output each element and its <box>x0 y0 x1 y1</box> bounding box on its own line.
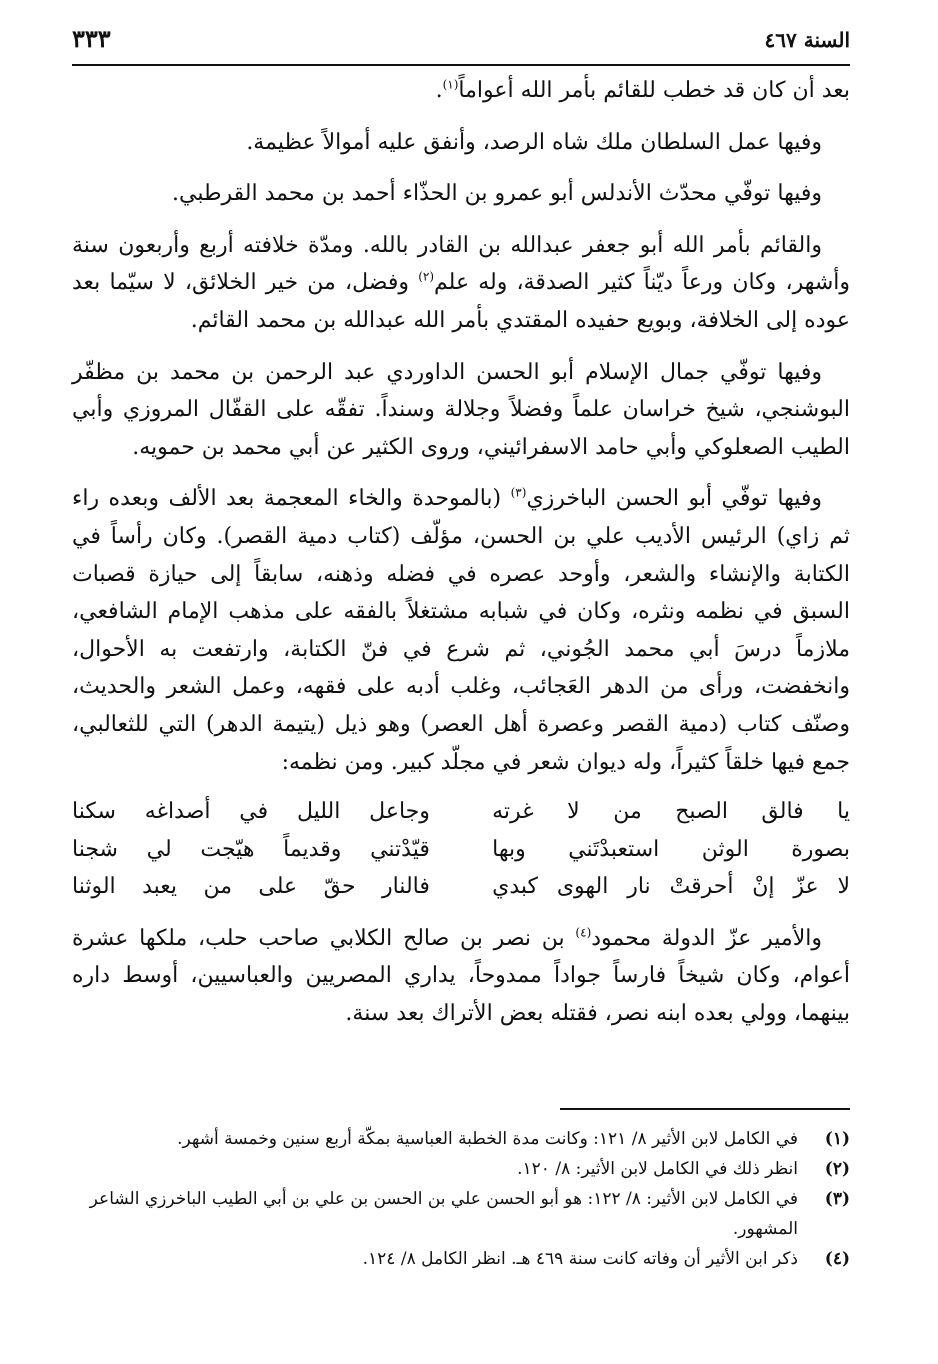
paragraph <box>72 920 850 1033</box>
paragraph-text: وفضل، من خير الخلائق، لا سيّما بعد عوده إلى الخلافة، وبويع حفيده المقتدي بأمر الله عبدالله بن محمد القائم. <box>72 270 850 333</box>
paragraph <box>72 480 850 781</box>
footnote-number: (٤) <box>824 1249 850 1269</box>
footnote-text: ذكر ابن الأثير أن وفاته كانت سنة ٤٦٩ هـ. انظر الكامل ٨/ ١٢٤. <box>362 1249 798 1269</box>
footnote-text: انظر ذلك في الكامل لابن الأثير: ٨/ ١٢٠. <box>517 1159 798 1179</box>
footnote <box>72 1124 850 1154</box>
footnote-separator <box>560 1108 850 1110</box>
paragraph: وفيها توفّي محدّث الأندلس أبو عمرو بن الحذّاء أحمد بن محمد القرطبي. <box>172 181 822 207</box>
footnote-text: في الكامل لابن الأثير ٨/ ١٢١: وكانت مدة الخطبة العباسية بمكّة أربع سنين وخمسة أشهر. <box>177 1129 798 1149</box>
paragraph-text: بن نصر بن صالح الكلابي صاحب حلب، ملكها عشرة أعوام، وكان شيخاً فارساً جواداً ممدوحاً، يداري المصريين والعباسيين، أوسط داره بينهما، وولي بعده ابنه نصر، فقتله بعض الأتراك بعد سنة. <box>72 925 850 1027</box>
footnote-number: (٣) <box>824 1189 850 1209</box>
page-number: ٣٣٣ <box>72 24 111 53</box>
footnote-ref: (٢) <box>418 270 435 285</box>
verse-line <box>72 868 850 906</box>
footnote-ref: (١) <box>442 77 459 92</box>
paragraph-text: . <box>435 78 443 103</box>
paragraph-text: والقائم بأمر الله أبو جعفر عبدالله بن القادر بالله. ومدّة خلافته أربع وأربعون سنة وأشهر، وكان ورعاً ديّناً كثير الصدقة، وله علم <box>72 232 851 296</box>
paragraph: وفيها توفّي جمال الإسلام أبو الحسن الداوردي عبد الرحمن بن محمد بن مظفّر البوشنجي، شيخ خراسان علماً وفضلاً وجلالة وسنداً. تفقّه على القفّال المروزي وأبي الطيب الصعلوكي وأبي حامد الاسفرائيني، وروى الكثير عن أبي محمد بن حمويه. <box>72 359 850 460</box>
verse-second-hemistich: قيّدْتني وقديماً هيّجت لي شجنا <box>72 836 430 862</box>
verse-first-hemistich: بصورة الوثن استعبدْتَني وبها <box>492 836 850 862</box>
footnotes <box>72 1124 850 1274</box>
paragraph <box>72 227 850 340</box>
footnote <box>72 1244 850 1274</box>
verse-first-hemistich: يا فالق الصبح من لا غرته <box>492 799 850 825</box>
verse-second-hemistich: فالنار حقّ على من يعبد الوثنا <box>72 874 430 900</box>
verse-line <box>72 831 850 869</box>
footnote <box>72 1154 850 1184</box>
paragraph-text: والأمير عزّ الدولة محمود <box>591 925 822 951</box>
footnote-ref: (٣) <box>510 486 527 501</box>
main-text <box>72 72 850 1033</box>
poem <box>72 793 850 906</box>
footnote-ref: (٤) <box>575 925 592 940</box>
paragraph <box>72 72 850 110</box>
paragraph-text: وفيها توفّي أبو الحسن الباخرزي <box>526 486 822 512</box>
page-header <box>72 18 850 66</box>
footnote <box>72 1184 850 1244</box>
paragraph-text: (بالموحدة والخاء المعجمة بعد الألف وبعده راء ثم زاي) الرئيس الأديب علي بن الحسن، مؤلّف (كتاب دمية القصر). وكان رأساً في الكتابة والإنشاء والشعر، وأوحد عصره في فضله وذهنه، سابقاً إلى حيازة قصبات السبق في نظمه ونثره، وكان في شبابه مشتغلاً بالفقه على مذهب الإمام الشافعي، ملازماً درسَ أبي محمد الجُوني، ثم شرع في فنّ الكتابة، وارتفعت به الأحوال، وانخفضت، ورأى من الدهر العَجائب، وغلب أدبه على فقهه، وعمل الشعر والحديث، وصنّف كتاب (دمية القصر وعصرة أهل العصر) وهو ذيل (يتيمة الدهر) التي للثعالبي، جمع فيها خلقاً كثيراً، وله ديوان شعر في مجلّد كبير. ومن نظمه: <box>72 486 850 775</box>
verse-second-hemistich: وجاعل الليل في أصداغه سكنا <box>72 799 430 825</box>
footnote-number: (١) <box>824 1129 850 1149</box>
footnote-number: (٢) <box>824 1159 850 1179</box>
verse-line <box>72 793 850 831</box>
paragraph-text: بعد أن كان قد خطب للقائم بأمر الله أعواماً <box>458 78 850 103</box>
running-head: السنة ٤٦٧ <box>764 28 850 52</box>
paragraph: وفيها عمل السلطان ملك شاه الرصد، وأنفق عليه أموالاً عظيمة. <box>246 129 822 155</box>
verse-first-hemistich: لا عزّ إنْ أحرقتْ نار الهوى كبدي <box>492 874 850 900</box>
footnote-text: في الكامل لابن الأثير: ٨/ ١٢٢: هو أبو الحسن علي بن الحسن بن علي بن أبي الطيب الباخرزي الشاعر المشهور. <box>89 1189 798 1239</box>
